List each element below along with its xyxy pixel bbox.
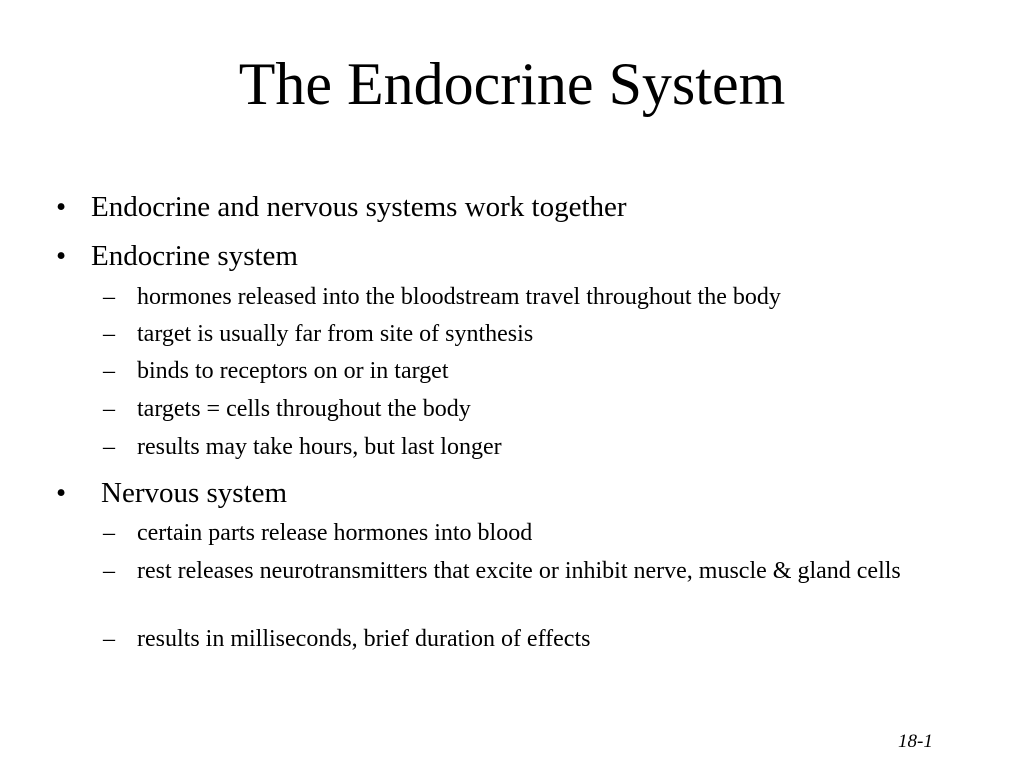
sub-bullet-item [103,283,993,311]
bullet-text: Nervous system [101,477,288,509]
sub-bullet-marker: – [103,321,115,347]
page-number: 18-1 [898,731,933,752]
sub-bullet-text: targets = cells throughout the body [137,396,471,422]
sub-bullet-marker: – [103,434,115,460]
bullet-text: Endocrine system [91,240,298,272]
slide-title: The Endocrine System [238,51,786,117]
sub-bullet-marker: – [103,520,115,546]
sub-bullet-item [103,625,993,653]
sub-bullet-text: results in milliseconds, brief duration of effects [137,626,591,652]
bullet-marker: • [56,191,67,223]
sub-bullet-item [103,519,993,547]
sub-bullet-text: certain parts release hormones into blood [137,520,533,546]
bullet-marker: • [56,477,67,509]
sub-bullet-item [103,433,993,461]
sub-bullet-marker: – [103,626,115,652]
sub-bullet-marker: – [103,358,115,384]
sub-bullet-marker: – [103,396,115,422]
sub-bullet-marker: – [103,284,115,310]
sub-bullet-text: hormones released into the bloodstream travel throughout the body [137,284,781,310]
sub-bullet-text: binds to receptors on or in target [137,358,449,384]
sub-bullet-text: target is usually far from site of synthesis [137,321,534,347]
sub-bullet-item [103,395,993,423]
sub-bullet-text: results may take hours, but last longer [137,434,502,460]
bullet-marker: • [56,240,67,272]
sub-bullet-marker: – [103,558,115,584]
sub-bullet-text: rest releases neurotransmitters that excite or inhibit nerve, muscle & gland cells [137,558,901,584]
sub-bullet-item [103,357,993,385]
sub-bullet-item [103,320,993,348]
bullet-text: Endocrine and nervous systems work together [91,191,627,223]
sub-bullet-item [103,557,993,585]
